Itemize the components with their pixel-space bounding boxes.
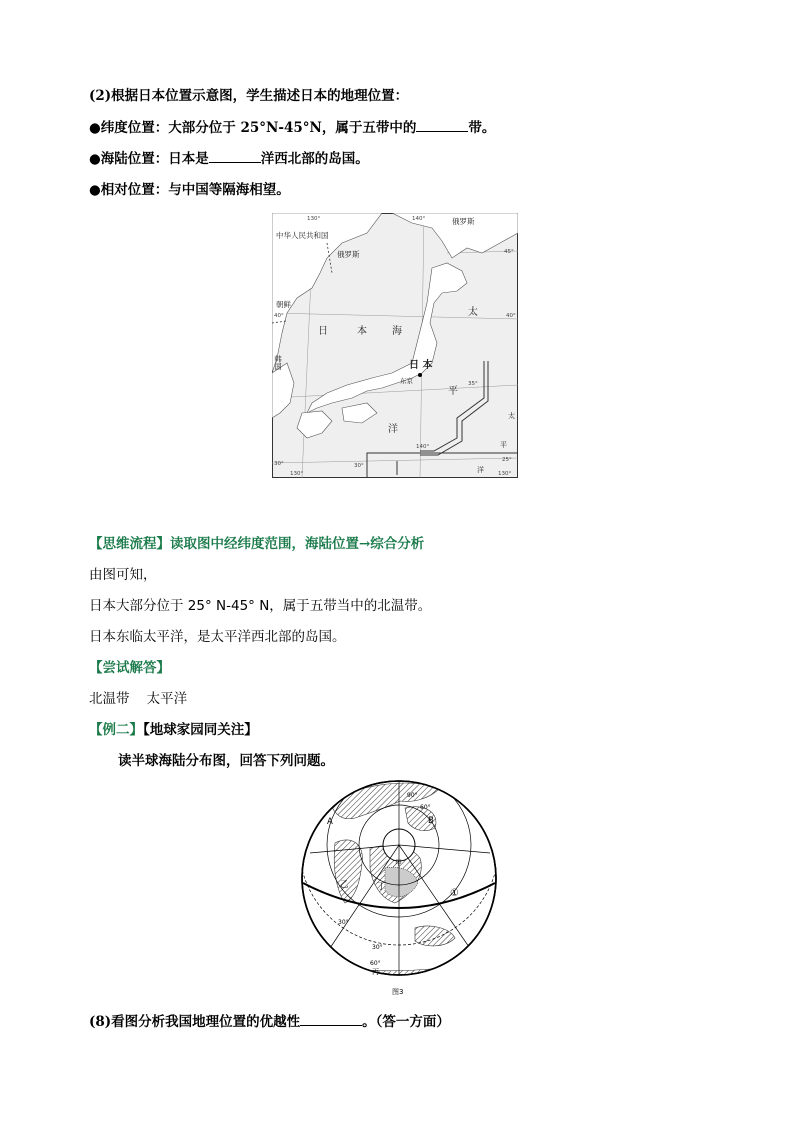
sea-land-position-line bbox=[89, 147, 369, 167]
question-8-line bbox=[89, 1010, 450, 1030]
label-china: 中华人民共和国 bbox=[276, 231, 329, 240]
label-tokyo: 东京 bbox=[400, 377, 413, 385]
tick-90: 90° bbox=[407, 792, 418, 799]
tick-lat-45: 45° bbox=[504, 249, 514, 255]
tick-30b: 30° bbox=[372, 944, 383, 951]
tick-lon-130-right: 130° bbox=[498, 471, 512, 477]
analysis-line-1: 由图可知， bbox=[89, 567, 157, 583]
analysis-line-3: 日本东临太平洋，是太平洋西北部的岛国。 bbox=[89, 629, 346, 645]
label-russia-north: 俄罗斯 bbox=[452, 217, 475, 226]
tick-lon-140-bottom: 140° bbox=[416, 444, 430, 450]
label-sea-ri: 日 bbox=[318, 326, 328, 337]
label-sea-ben: 本 bbox=[357, 326, 367, 337]
latitude-prefix: ●纬度位置：大部分位于 25°N-45°N，属于五带中的 bbox=[89, 120, 417, 136]
label-pacific-yang: 洋 bbox=[388, 424, 398, 435]
tick-lat-30-mid: 30° bbox=[354, 463, 364, 469]
label-circle-1: ① bbox=[450, 888, 459, 899]
figure-caption: 图3 bbox=[392, 988, 404, 996]
question-8-suffix: 。（答一方面） bbox=[362, 1014, 450, 1030]
example-2-tag: 【例二】 bbox=[89, 722, 143, 738]
label-pacific-tai-2: 太 bbox=[508, 412, 515, 420]
label-pacific-ping-2: 平 bbox=[500, 441, 507, 449]
sea-land-prefix: ●海陆位置：日本是 bbox=[89, 151, 209, 167]
tick-60b: 60° bbox=[370, 960, 381, 967]
sea-land-suffix: 洋西北部的岛国。 bbox=[260, 151, 369, 167]
label-sea-hai: 海 bbox=[392, 326, 402, 337]
tick-lat-40-right: 40° bbox=[506, 313, 516, 319]
tick-lat-35: 35° bbox=[468, 381, 478, 387]
japan-location-map bbox=[272, 213, 518, 478]
example-2-title: 【地球家园同关注】 bbox=[143, 722, 258, 738]
tick-lat-30-left: 30° bbox=[274, 461, 284, 467]
relative-position-line: ●相对位置：与中国等隔海相望。 bbox=[89, 182, 290, 198]
sea-land-answer-blank[interactable] bbox=[209, 149, 261, 164]
label-pacific-yang-2: 洋 bbox=[477, 466, 484, 474]
question-8-answer-blank[interactable] bbox=[300, 1012, 362, 1027]
example-2-prompt: 读半球海陆分布图，回答下列问题。 bbox=[118, 753, 334, 769]
tick-lon-130-bottom: 130° bbox=[290, 471, 304, 477]
answer-text: 北温带 太平洋 bbox=[89, 691, 188, 707]
analysis-line-2: 日本大部分位于 25° N-45° N，属于五带当中的北温带。 bbox=[89, 598, 432, 614]
label-B: B bbox=[428, 816, 434, 826]
tick-30: 30° bbox=[338, 919, 349, 926]
label-south-korea: 韩国 bbox=[273, 355, 283, 370]
latitude-position-line bbox=[89, 116, 495, 136]
label-pacific-tai: 太 bbox=[468, 307, 478, 318]
question-8-prefix: (8)看图分析我国地理位置的优越性 bbox=[89, 1014, 301, 1030]
label-russia-mainland: 俄罗斯 bbox=[337, 250, 360, 259]
tick-lon-130-top: 130° bbox=[307, 216, 321, 222]
tick-lon-140-top: 140° bbox=[412, 216, 426, 222]
question-2-title: (2)根据日本位置示意图，学生描述日本的地理位置： bbox=[89, 88, 409, 104]
label-pacific-ping: 平 bbox=[448, 386, 458, 397]
label-bing: 丙 bbox=[372, 968, 379, 976]
tick-lat-25: 25° bbox=[502, 457, 512, 463]
tick-60: 60° bbox=[420, 804, 431, 811]
label-A: A bbox=[327, 817, 333, 827]
label-north-korea: 朝鲜 bbox=[276, 300, 291, 309]
label-yi: 乙 bbox=[340, 880, 349, 890]
label-japan: 日 本 bbox=[409, 360, 433, 371]
analysis-heading: 【思维流程】读取图中经纬度范围，海陆位置→综合分析 bbox=[89, 536, 425, 552]
label-jia: 甲 bbox=[395, 859, 402, 867]
example-2-heading bbox=[89, 718, 258, 738]
hemisphere-land-sea-map bbox=[300, 773, 498, 998]
answer-heading: 【尝试解答】 bbox=[89, 660, 170, 676]
tokyo-marker bbox=[418, 373, 422, 377]
label-ding: 丁 bbox=[377, 882, 386, 892]
tick-lat-40-left: 40° bbox=[274, 313, 284, 319]
latitude-answer-blank[interactable] bbox=[416, 118, 468, 133]
latitude-suffix: 带。 bbox=[468, 120, 496, 136]
